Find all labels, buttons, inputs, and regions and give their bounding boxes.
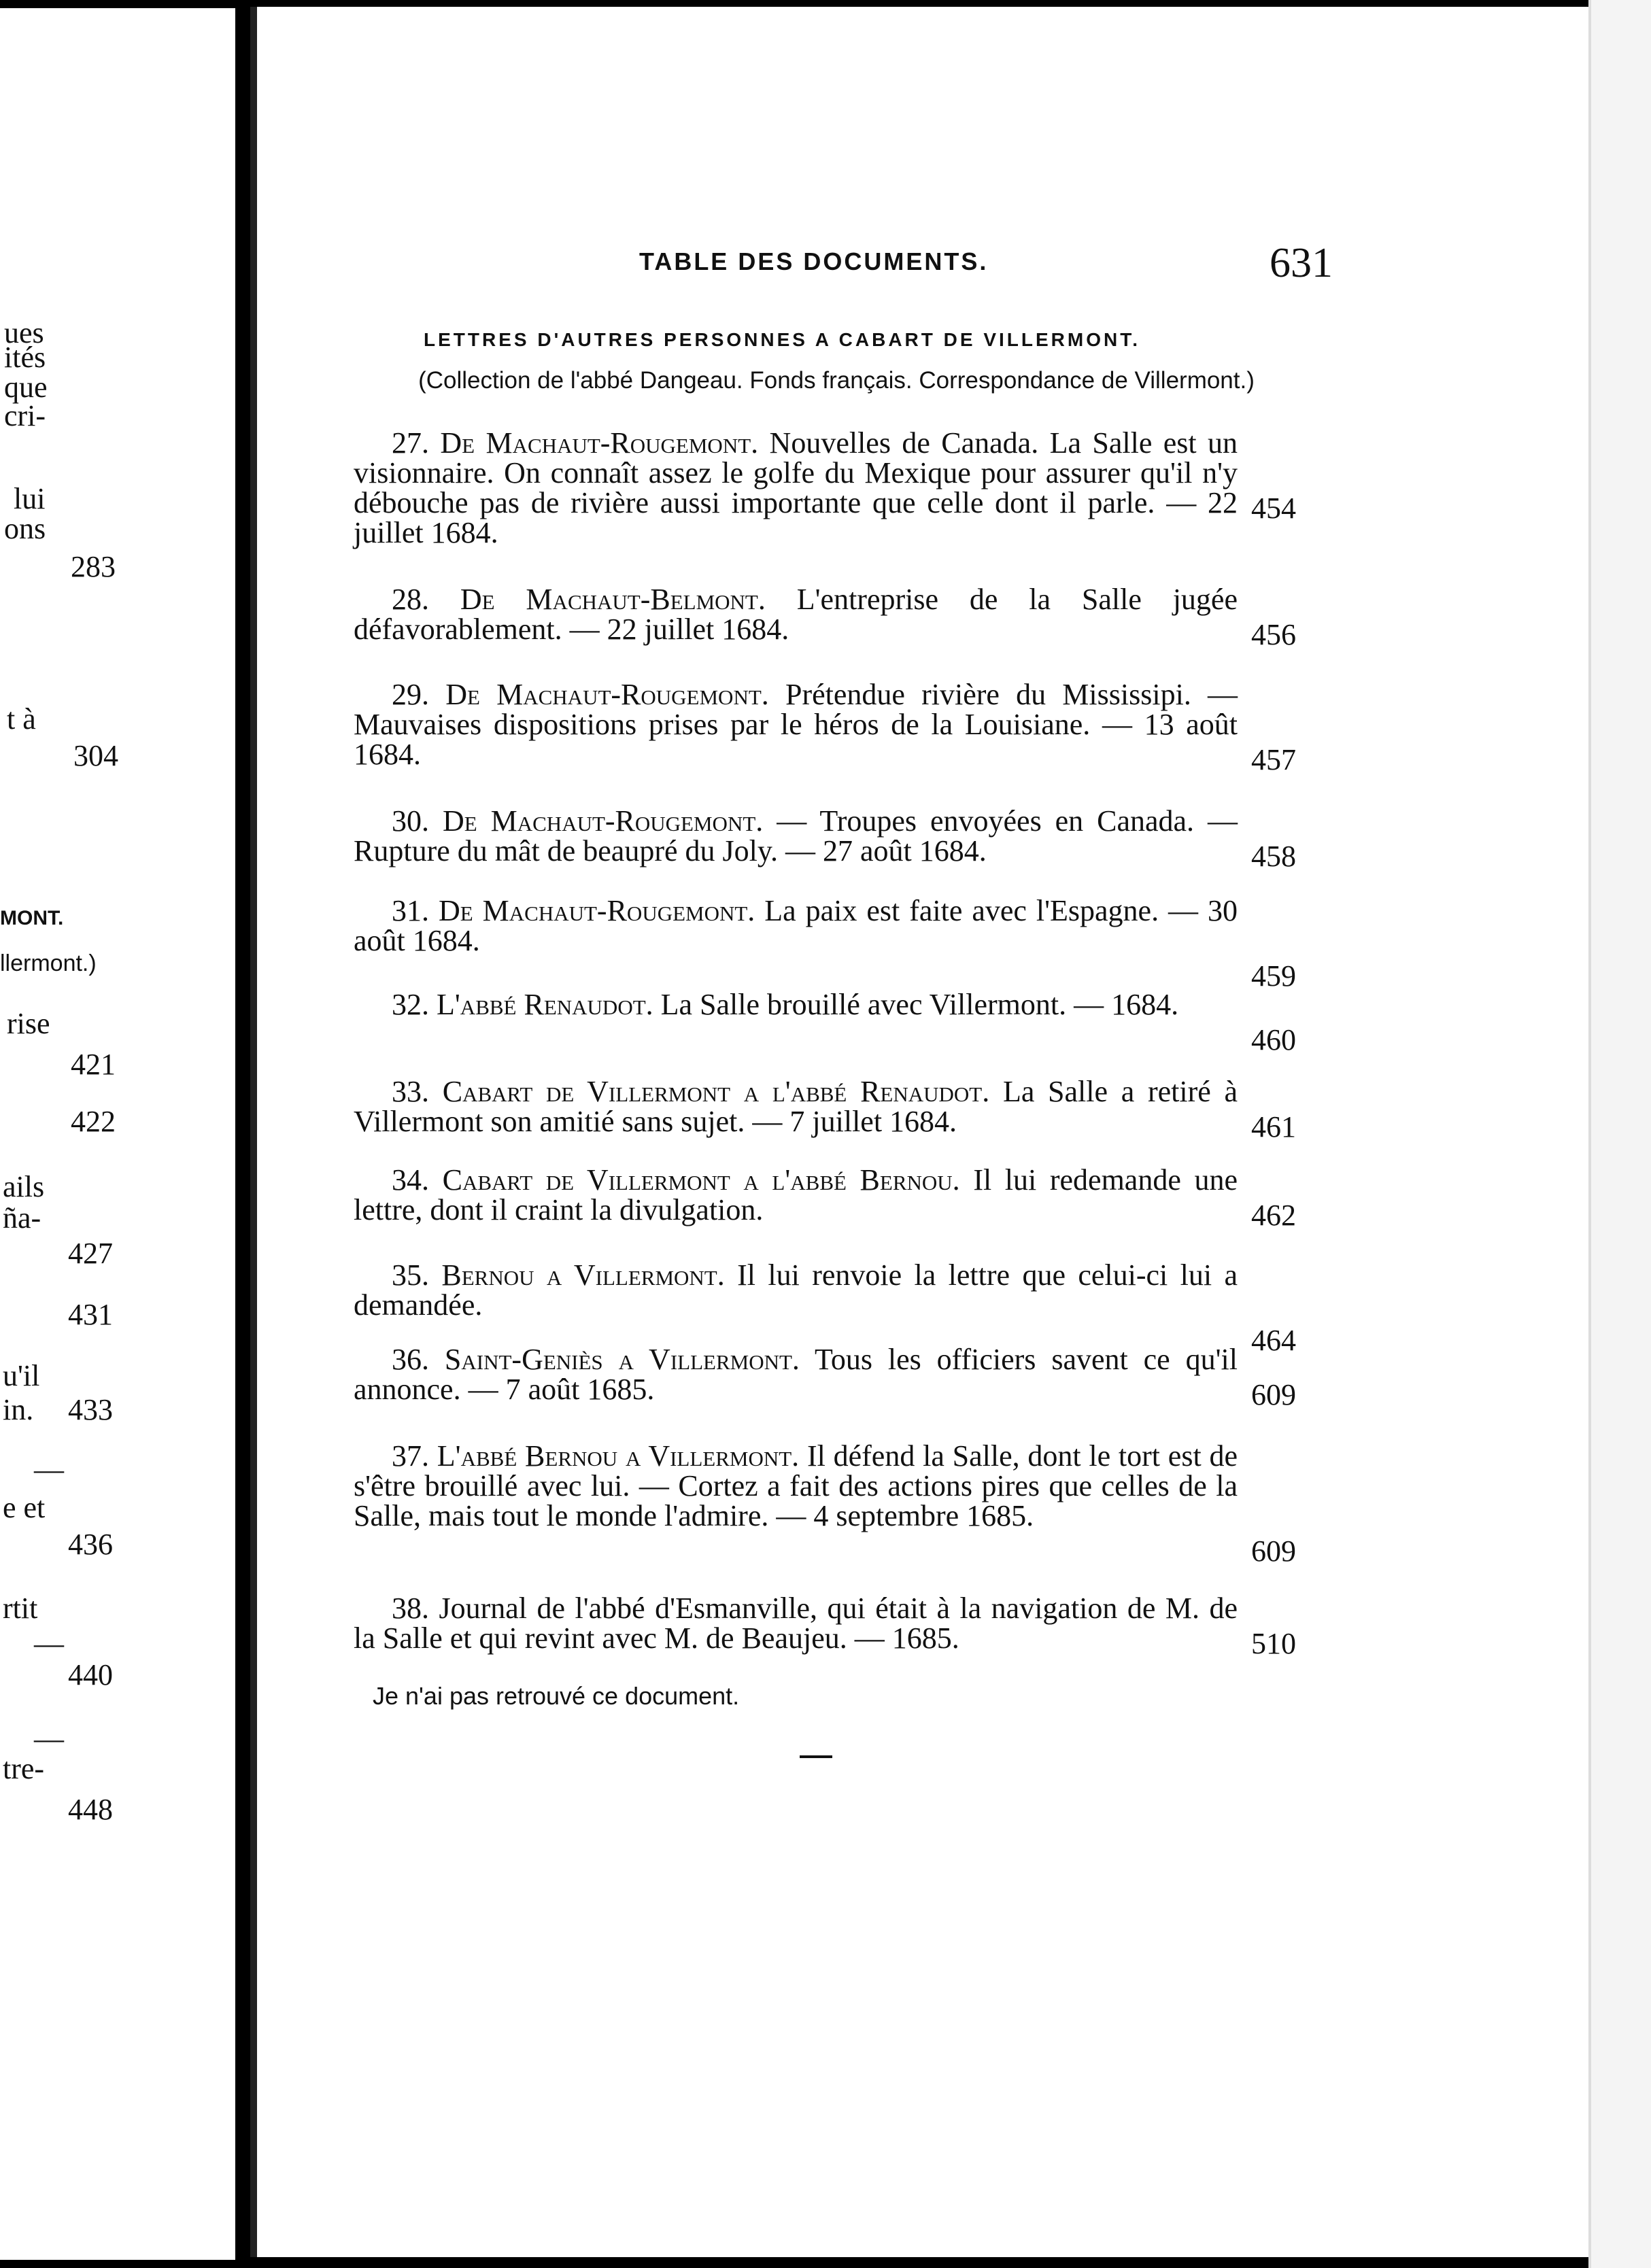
toc-entry <box>354 1075 1296 1144</box>
left-page-fragment: u'il <box>3 1359 40 1392</box>
entry-number: 35. <box>392 1258 442 1292</box>
entry-number: 31. <box>392 894 439 927</box>
entry-number: 28. <box>392 583 460 616</box>
entry-description: Prétendue rivière du Mississipi. — Mauvaises dispositions prises par le héros de la Louisiane. — 13 août 1684. <box>354 678 1238 771</box>
left-page-fragment: — <box>34 1453 64 1486</box>
entry-text <box>354 990 1238 1020</box>
entry-text <box>354 1345 1238 1405</box>
toc-entry <box>354 804 1296 873</box>
left-page-fragment: ña- <box>3 1201 41 1235</box>
left-page-fragment: e et <box>3 1491 46 1524</box>
entry-page-number: 459 <box>1251 959 1296 993</box>
entry-text <box>354 428 1238 548</box>
left-page-fragment: ités <box>4 341 46 374</box>
entry-description: L'entreprise de la Salle jugée défavorablement. — 22 juillet 1684. <box>354 583 1238 646</box>
left-page-fragment: 448 <box>68 1793 113 1826</box>
entry-text <box>354 1594 1238 1653</box>
entry-author: De Machaut-Rougemont. <box>440 426 759 460</box>
entry-description: La paix est faite avec l'Espagne. — 30 août 1684. <box>354 894 1238 957</box>
entry-text <box>354 585 1238 645</box>
left-page-fragment: tre- <box>3 1752 45 1785</box>
left-page-fragment: cri- <box>4 399 46 432</box>
entry-author: Cabart de Villermont a l'abbé Bernou. <box>442 1163 960 1197</box>
left-page-fragment: rise <box>7 1007 50 1040</box>
entry-text <box>354 806 1238 866</box>
entry-number: 30. <box>392 804 443 838</box>
entry-page-number: 458 <box>1251 840 1296 873</box>
entry-text <box>354 1260 1238 1320</box>
page-header <box>388 239 1333 287</box>
left-page-fragment: 283 <box>71 550 116 583</box>
entry-description: Journal de l'abbé d'Esmanville, qui était à la navigation de M. de la Salle et qui revint avec M. de Beaujeu. — 1685. <box>354 1592 1238 1655</box>
entry-description: La Salle a retiré à Villermont son amitié sans sujet. — 7 juillet 1684. <box>354 1075 1238 1138</box>
left-page-fragment: — <box>34 1627 64 1660</box>
entry-text <box>354 1077 1238 1137</box>
entry-author: Saint-Geniès a Villermont. <box>444 1343 800 1376</box>
left-page-fragment: lui <box>14 482 46 515</box>
left-page-fragment: ons <box>4 512 46 545</box>
entry-number: 36. <box>392 1343 445 1376</box>
left-page-fragment: 421 <box>71 1048 116 1081</box>
left-page-fragment: in. <box>3 1393 34 1426</box>
collection-note: (Collection de l'abbé Dangeau. Fonds français. Correspondance de Villermont.) <box>418 367 1255 394</box>
toc-entry <box>354 1592 1296 1660</box>
end-rule <box>800 1755 832 1758</box>
entry-page-number: 609 <box>1251 1378 1296 1411</box>
right-page-edge <box>1588 0 1651 2268</box>
entry-page-number: 464 <box>1251 1324 1296 1357</box>
left-page-fragment: 436 <box>68 1528 113 1561</box>
left-page-fragment: 422 <box>71 1105 116 1138</box>
footnote: Je n'ai pas retrouvé ce document. <box>373 1682 740 1710</box>
entry-page-number: 457 <box>1251 743 1296 776</box>
left-page-fragment: ues <box>4 316 44 349</box>
section-heading: LETTRES D'AUTRES PERSONNES A CABART DE VILLERMONT. <box>424 329 1140 350</box>
entry-description: La Salle brouillé avec Villermont. — 1684. <box>660 988 1179 1021</box>
left-page-edge <box>0 8 235 2260</box>
toc-entry <box>354 894 1296 993</box>
page-number: 631 <box>1270 240 1333 286</box>
toc-entry <box>354 1163 1296 1232</box>
toc-entry <box>354 678 1296 776</box>
toc-entry <box>354 583 1296 651</box>
left-page-fragment: t à <box>7 702 36 736</box>
entry-number: 38. <box>392 1592 439 1625</box>
entry-description: Tous les officiers savent ce qu'il annonce. — 7 août 1685. <box>354 1343 1238 1406</box>
entry-number: 34. <box>392 1163 443 1197</box>
left-page-fragment: 427 <box>68 1237 113 1270</box>
left-page-fragment: 304 <box>73 739 118 772</box>
entry-author: De Machaut-Rougemont. <box>445 678 769 711</box>
entry-description: Il lui redemande une lettre, dont il craint la divulgation. <box>354 1163 1238 1226</box>
left-page-fragment: ails <box>3 1170 45 1203</box>
toc-entry <box>354 988 1296 1056</box>
entry-number: 33. <box>392 1075 443 1108</box>
entry-page-number: 510 <box>1251 1627 1296 1660</box>
toc-entry <box>354 1258 1296 1357</box>
entry-number: 29. <box>392 678 446 711</box>
entry-number: 32. <box>392 988 437 1021</box>
entry-description: Nouvelles de Canada. La Salle est un visionnaire. On connaît assez le golfe du Mexique pour assurer qu'il n'y débouche pas de rivière aussi importante que celle dont il parle. — 22 juillet 1684. <box>354 426 1238 549</box>
left-page-fragment: — <box>34 1722 64 1755</box>
running-title: TABLE DES DOCUMENTS. <box>639 247 989 275</box>
left-page-fragment: 433 <box>68 1393 113 1426</box>
entry-text <box>354 1441 1238 1531</box>
left-page-fragment: que <box>4 371 48 404</box>
left-page-fragment: 431 <box>68 1298 113 1331</box>
toc-entry <box>354 1439 1296 1568</box>
entry-description: Il lui renvoie la lettre que celui-ci lui a demandée. <box>354 1258 1238 1322</box>
left-page-fragment: 440 <box>68 1658 113 1691</box>
entry-author: De Machaut-Belmont. <box>460 583 766 616</box>
entry-page-number: 609 <box>1251 1534 1296 1568</box>
entry-page-number: 460 <box>1251 1023 1296 1056</box>
entry-page-number: 462 <box>1251 1199 1296 1232</box>
entry-text <box>354 896 1238 956</box>
entry-author: Bernou a Villermont. <box>441 1258 725 1292</box>
entry-description: — Troupes envoyées en Canada. — Rupture du mât de beaupré du Joly. — 27 août 1684. <box>354 804 1238 867</box>
toc-entry <box>354 1343 1296 1411</box>
left-page-fragment: MONT. <box>0 907 64 929</box>
entry-description: Il défend la Salle, dont le tort est de s'être brouillé avec lui. — Cortez a fait des actions pires que celles de la Salle, mais tout le monde l'admire. — 4 septembre 1685. <box>354 1439 1238 1532</box>
entry-author: L'abbé Renaudot. <box>437 988 653 1021</box>
toc-entry <box>354 426 1296 549</box>
entry-number: 27. <box>392 426 441 460</box>
entry-page-number: 456 <box>1251 618 1296 651</box>
entry-author: Cabart de Villermont a l'abbé Renaudot. <box>442 1075 990 1108</box>
left-page-fragment: llermont.) <box>0 950 97 976</box>
entry-author: De Machaut-Rougemont. <box>442 804 764 838</box>
entry-author: De Machaut-Rougemont. <box>438 894 755 927</box>
entry-page-number: 461 <box>1251 1110 1296 1144</box>
entry-number: 37. <box>392 1439 437 1473</box>
entry-page-number: 454 <box>1251 492 1296 525</box>
entry-text <box>354 1165 1238 1225</box>
entry-text <box>354 680 1238 770</box>
entry-author: L'abbé Bernou a Villermont. <box>437 1439 800 1473</box>
left-page-fragment: rtit <box>3 1592 38 1625</box>
